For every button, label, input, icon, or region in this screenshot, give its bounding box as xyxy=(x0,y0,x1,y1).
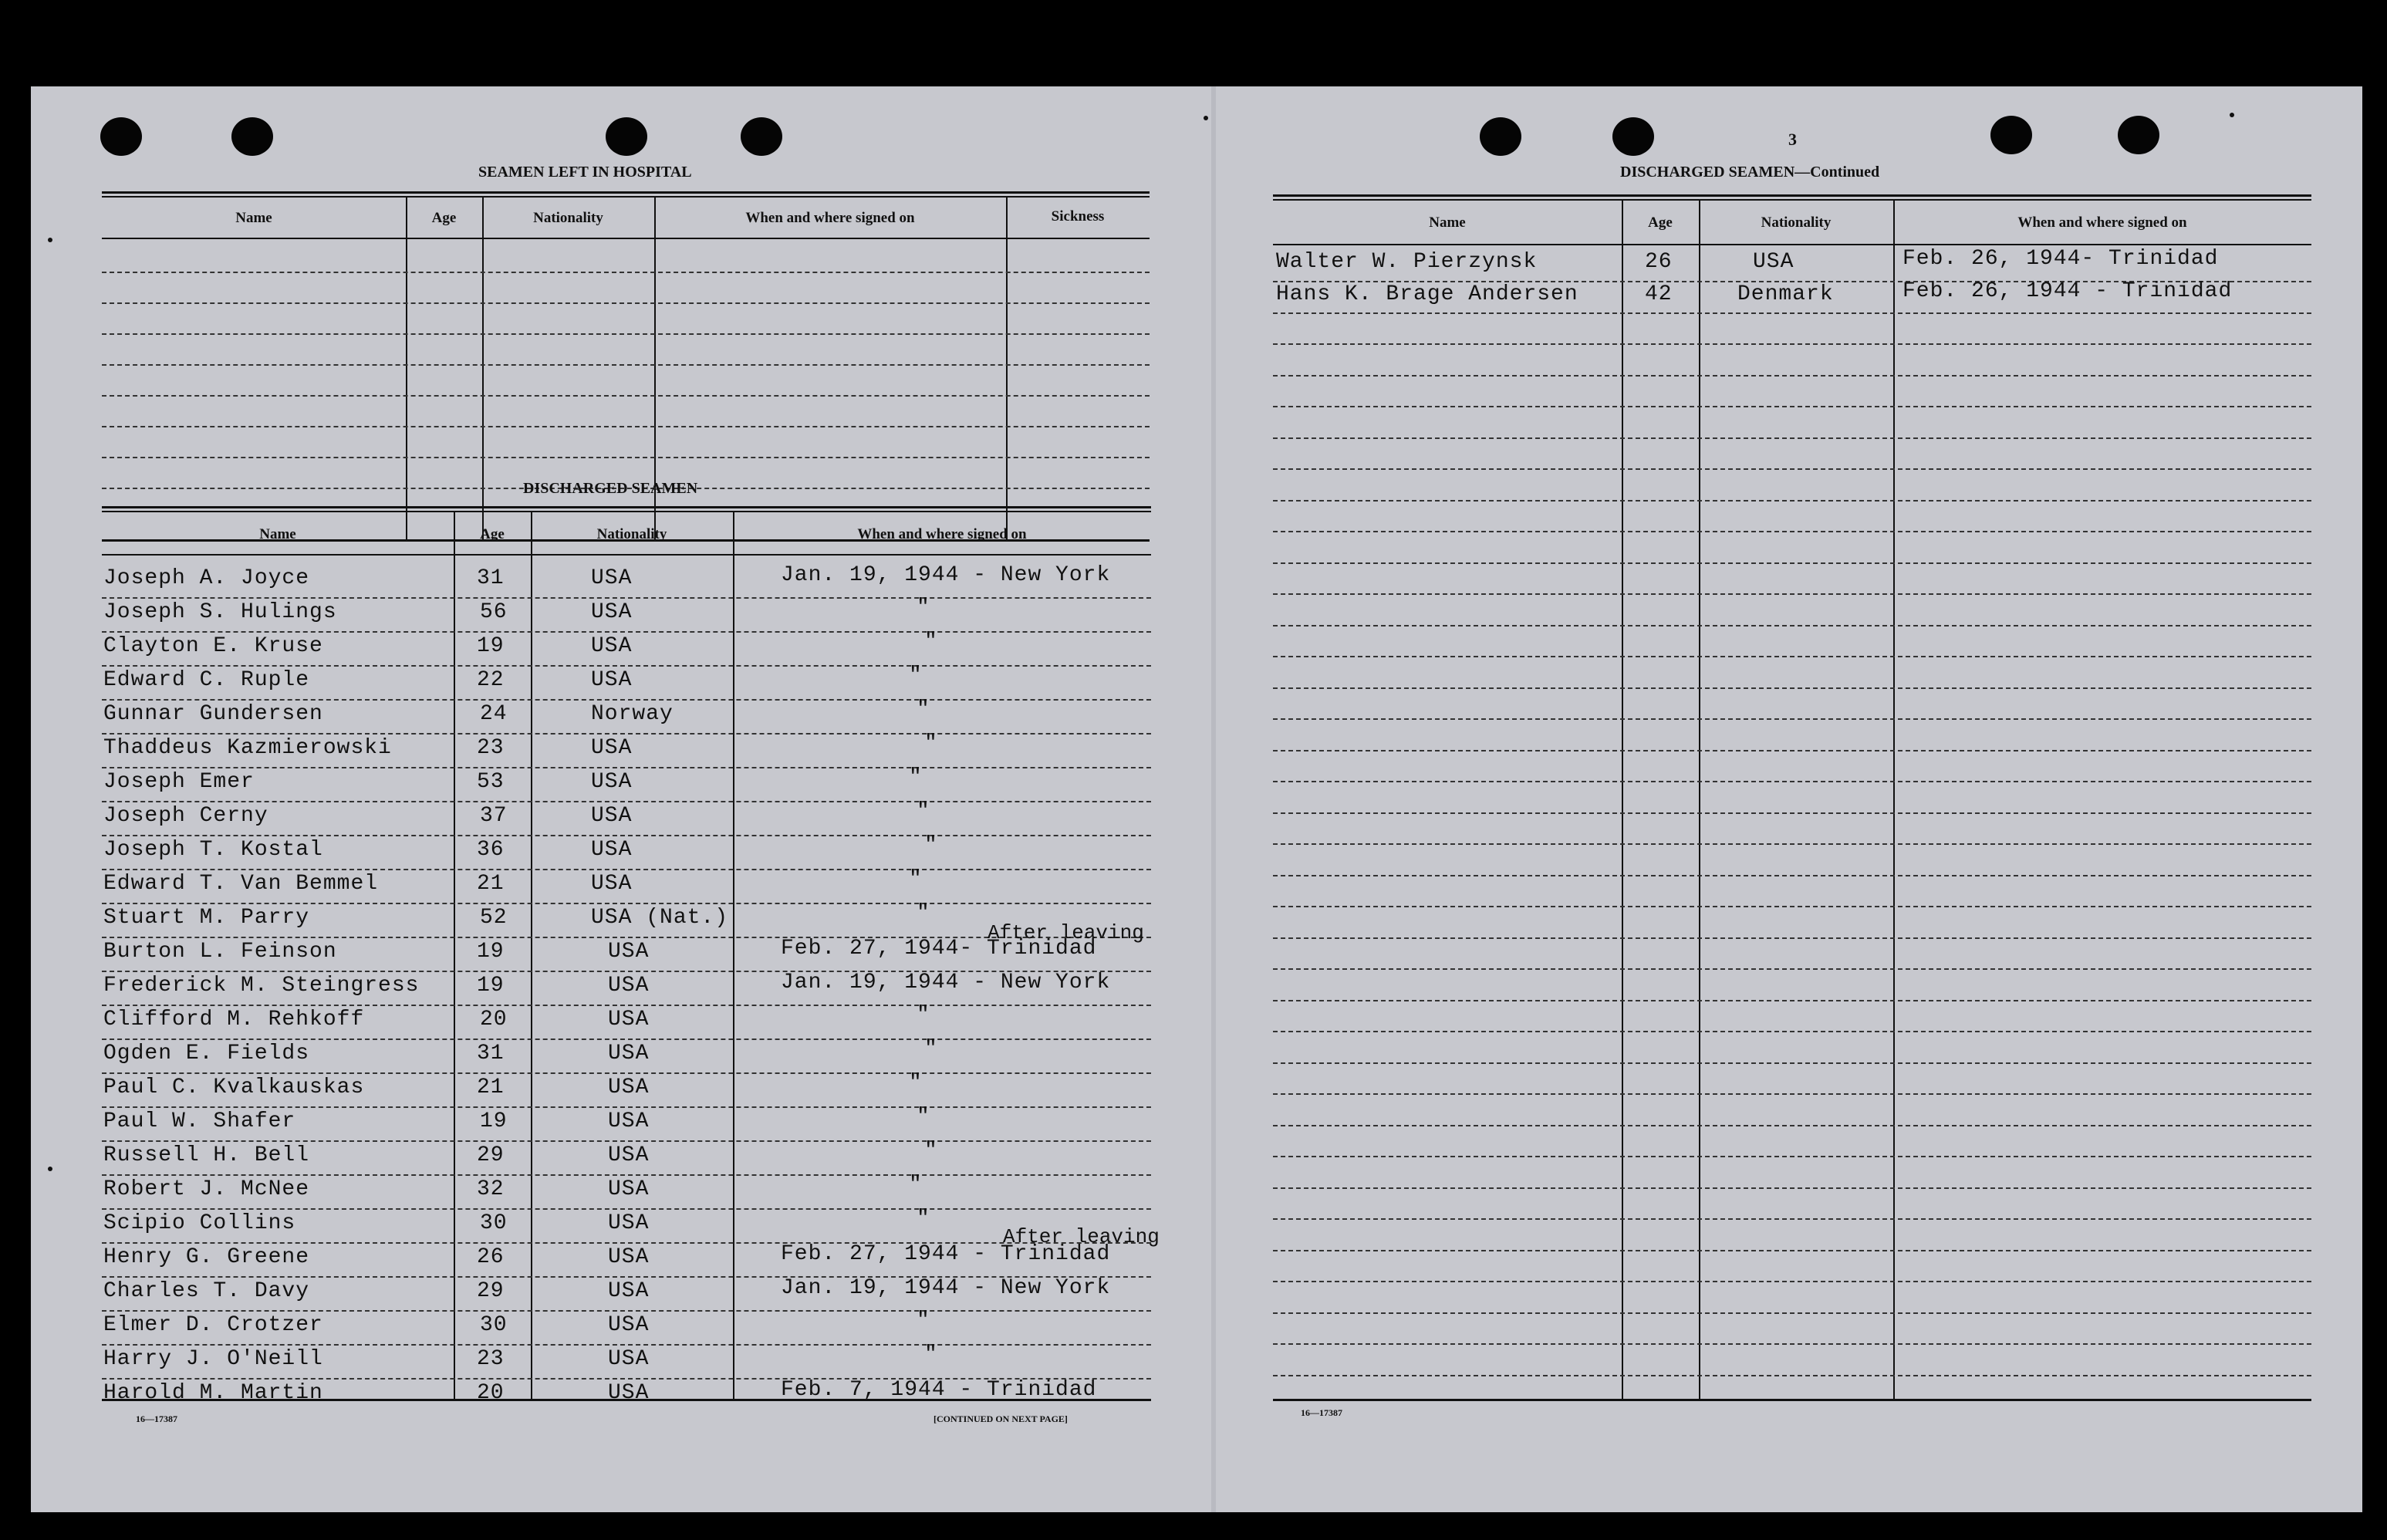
seaman-name: Hans K. Brage Andersen xyxy=(1276,282,1578,306)
seaman-nationality: USA xyxy=(608,1245,650,1269)
seaman-name: Henry G. Greene xyxy=(103,1245,310,1269)
seaman-name: Frederick M. Steingress xyxy=(103,974,420,998)
ink-speck xyxy=(1204,116,1208,120)
seaman-signed-on: " xyxy=(917,1105,930,1129)
seaman-age: 30 xyxy=(480,1313,508,1337)
row-line xyxy=(102,1344,1151,1346)
row-line xyxy=(102,1005,1151,1006)
seaman-signed-on: Feb. 27, 1944- Trinidad xyxy=(781,937,1097,961)
seaman-age: 30 xyxy=(480,1211,508,1235)
row-line xyxy=(1273,1187,2311,1189)
seaman-signed-on: " xyxy=(917,1003,930,1027)
seaman-age: 24 xyxy=(480,702,508,726)
punch-hole xyxy=(231,117,273,156)
form-number-right: 16—17387 xyxy=(1301,1407,1342,1418)
row-line xyxy=(102,903,1151,904)
seaman-age: 56 xyxy=(480,600,508,624)
discharged-continued-title: DISCHARGED SEAMEN—Continued xyxy=(1620,164,1880,181)
seaman-age: 32 xyxy=(477,1177,505,1201)
seaman-signed-on: Jan. 19, 1944 - New York xyxy=(781,971,1111,995)
punch-hole xyxy=(100,117,142,156)
row-line xyxy=(1273,1062,2311,1064)
seaman-age: 36 xyxy=(477,838,505,862)
seaman-nationality: USA xyxy=(608,1042,650,1066)
seaman-name: Gunnar Gundersen xyxy=(103,702,323,726)
seaman-age: 42 xyxy=(1645,282,1673,306)
hospital-header-name: Name xyxy=(235,210,272,226)
punch-hole xyxy=(1990,116,2032,154)
seaman-age: 23 xyxy=(477,1347,505,1371)
discharged-table xyxy=(102,506,1160,1405)
seaman-nationality: USA xyxy=(591,736,633,760)
row-line xyxy=(1273,1125,2311,1126)
seaman-signed-on: " xyxy=(917,697,930,721)
seaman-age: 21 xyxy=(477,872,505,896)
row-line xyxy=(102,1174,1151,1176)
seaman-nationality: USA xyxy=(608,974,650,998)
row-line xyxy=(1273,437,2311,439)
hospital-header-age: Age xyxy=(431,210,457,226)
seaman-nationality: USA xyxy=(591,804,633,828)
seaman-name: Edward C. Ruple xyxy=(103,668,310,692)
row-line xyxy=(1273,1375,2311,1376)
row-line xyxy=(1273,531,2311,532)
seaman-name: Scipio Collins xyxy=(103,1211,296,1235)
ink-speck xyxy=(2230,113,2234,117)
row-line xyxy=(1273,1031,2311,1032)
seaman-age: 19 xyxy=(477,940,505,964)
seaman-signed-on: Jan. 19, 1944 - New York xyxy=(781,563,1111,587)
seaman-signed-on: Jan. 19, 1944 - New York xyxy=(781,1276,1111,1300)
row-line xyxy=(102,1072,1151,1074)
continued-header-age: Age xyxy=(1648,214,1673,231)
hospital-section-title: SEAMEN LEFT IN HOSPITAL xyxy=(478,164,692,181)
continued-header-name: Name xyxy=(1429,214,1466,231)
seaman-age: 29 xyxy=(477,1143,505,1167)
punch-hole xyxy=(1612,117,1654,156)
row-line xyxy=(1273,406,2311,407)
seaman-name: Ogden E. Fields xyxy=(103,1042,310,1066)
row-line xyxy=(1273,343,2311,345)
seaman-name: Harold M. Martin xyxy=(103,1381,323,1405)
seaman-age: 19 xyxy=(480,1109,508,1133)
row-line xyxy=(1273,875,2311,876)
seaman-age: 19 xyxy=(477,974,505,998)
row-line xyxy=(102,835,1151,836)
seaman-nationality: USA xyxy=(608,1008,650,1032)
seaman-nationality: USA xyxy=(608,940,650,964)
seaman-nationality: USA xyxy=(608,1143,650,1167)
seaman-age: 52 xyxy=(480,906,508,930)
row-line xyxy=(1273,1218,2311,1220)
seaman-name: Clifford M. Rehkoff xyxy=(103,1008,365,1032)
row-line xyxy=(1273,937,2311,939)
seaman-nationality: USA xyxy=(608,1211,650,1235)
seaman-signed-on: " xyxy=(924,1037,938,1061)
seaman-name: Joseph Emer xyxy=(103,770,255,794)
seaman-nationality: USA xyxy=(608,1347,650,1371)
seaman-nationality: USA xyxy=(608,1279,650,1303)
seaman-name: Edward T. Van Bemmel xyxy=(103,872,379,896)
continued-header-signed-on: When and where signed on xyxy=(2017,214,2187,231)
punch-hole xyxy=(606,117,647,156)
seaman-nationality: USA xyxy=(591,566,633,590)
seaman-nationality: USA xyxy=(608,1109,650,1133)
seaman-age: 29 xyxy=(477,1279,505,1303)
row-line xyxy=(1273,656,2311,657)
seaman-name: Paul W. Shafer xyxy=(103,1109,296,1133)
punch-hole xyxy=(2118,116,2159,154)
row-line xyxy=(1273,1250,2311,1251)
seaman-signed-on: " xyxy=(924,630,938,653)
seaman-signed-on: " xyxy=(909,664,923,687)
ink-speck xyxy=(48,1167,52,1171)
seaman-signed-on: " xyxy=(909,1071,923,1095)
row-line xyxy=(1273,718,2311,720)
seaman-name: Clayton E. Kruse xyxy=(103,634,323,658)
seaman-signed-on: Feb. 7, 1944 - Trinidad xyxy=(781,1378,1097,1402)
form-number: 16—17387 xyxy=(136,1413,177,1424)
hospital-header-nationality: Nationality xyxy=(533,210,603,226)
seaman-signed-on: " xyxy=(917,799,930,823)
row-line xyxy=(1273,843,2311,845)
row-line xyxy=(1273,593,2311,595)
row-line xyxy=(102,665,1151,667)
seaman-nationality: USA xyxy=(591,600,633,624)
seaman-nationality: USA xyxy=(608,1313,650,1337)
page-fold xyxy=(1211,86,1216,1512)
row-line xyxy=(102,767,1151,768)
seaman-name: Charles T. Davy xyxy=(103,1279,310,1303)
seaman-name: Stuart M. Parry xyxy=(103,906,310,930)
seaman-name: Burton L. Feinson xyxy=(103,940,337,964)
row-line xyxy=(1273,750,2311,751)
continued-note: [CONTINUED ON NEXT PAGE] xyxy=(934,1413,1068,1424)
seaman-signed-on: " xyxy=(924,1139,938,1163)
row-line xyxy=(1273,1093,2311,1095)
row-line xyxy=(1273,906,2311,907)
seaman-signed-on: Feb. 26, 1944- Trinidad xyxy=(1903,247,2219,271)
seaman-signed-on: " xyxy=(917,1309,930,1332)
seaman-age: 26 xyxy=(1645,250,1673,274)
row-line xyxy=(102,597,1151,599)
seaman-nationality: USA xyxy=(591,668,633,692)
after-leaving-note: After leaving xyxy=(988,921,1144,944)
row-line xyxy=(102,631,1151,633)
seaman-nationality: USA xyxy=(591,838,633,862)
row-line xyxy=(102,1106,1151,1108)
seaman-name: Walter W. Pierzynsk xyxy=(1276,250,1538,274)
seaman-nationality: USA xyxy=(608,1177,650,1201)
discharged-continued-table xyxy=(1273,194,2311,1401)
seaman-age: 22 xyxy=(477,668,505,692)
seaman-signed-on: " xyxy=(909,1173,923,1197)
seaman-name: Joseph S. Hulings xyxy=(103,600,337,624)
row-line xyxy=(1273,1343,2311,1345)
seaman-age: 37 xyxy=(480,804,508,828)
row-line xyxy=(1273,1000,2311,1001)
row-line xyxy=(1273,625,2311,626)
seaman-nationality: USA xyxy=(608,1076,650,1099)
seaman-age: 31 xyxy=(477,1042,505,1066)
row-line xyxy=(102,1038,1151,1040)
seaman-name: Joseph A. Joyce xyxy=(103,566,310,590)
row-line xyxy=(1273,562,2311,564)
row-line xyxy=(102,801,1151,802)
seaman-signed-on: " xyxy=(917,1207,930,1231)
row-line xyxy=(1273,375,2311,377)
seaman-age: 26 xyxy=(477,1245,505,1269)
row-line xyxy=(102,1208,1151,1210)
seaman-nationality: USA xyxy=(608,1381,650,1405)
discharged-header-name: Name xyxy=(259,526,296,542)
seaman-signed-on: " xyxy=(917,901,930,925)
seaman-signed-on: Feb. 27, 1944 - Trinidad xyxy=(781,1242,1111,1266)
punch-hole xyxy=(741,117,782,156)
seaman-nationality: Norway xyxy=(591,702,674,726)
seaman-signed-on: Feb. 26, 1944 - Trinidad xyxy=(1903,279,2233,303)
row-line xyxy=(1273,312,2311,314)
seaman-signed-on: " xyxy=(909,867,923,891)
seaman-name: Robert J. McNee xyxy=(103,1177,310,1201)
discharged-header-age: Age xyxy=(480,526,505,542)
seaman-signed-on: " xyxy=(909,765,923,789)
seaman-name: Thaddeus Kazmierowski xyxy=(103,736,392,760)
row-line xyxy=(1273,968,2311,970)
punch-hole xyxy=(1480,117,1521,156)
row-line xyxy=(1273,468,2311,470)
continued-header-nationality: Nationality xyxy=(1761,214,1832,231)
row-line xyxy=(102,1310,1151,1312)
row-line xyxy=(102,869,1151,870)
seaman-nationality: USA xyxy=(591,872,633,896)
seaman-nationality: USA (Nat.) xyxy=(591,906,729,930)
row-line xyxy=(1273,781,2311,782)
seaman-nationality: USA xyxy=(1753,250,1794,274)
row-line xyxy=(102,699,1151,701)
page-number: 3 xyxy=(1788,130,1797,149)
row-line xyxy=(1273,1312,2311,1314)
seaman-age: 20 xyxy=(480,1008,508,1032)
ink-speck xyxy=(48,238,52,242)
seaman-name: Paul C. Kvalkauskas xyxy=(103,1076,365,1099)
seaman-age: 20 xyxy=(477,1381,505,1405)
seaman-signed-on: " xyxy=(924,1342,938,1366)
row-line xyxy=(1273,1281,2311,1282)
seaman-name: Russell H. Bell xyxy=(103,1143,310,1167)
seaman-age: 23 xyxy=(477,736,505,760)
seaman-age: 53 xyxy=(477,770,505,794)
after-leaving-note: After leaving xyxy=(1003,1225,1160,1248)
hospital-header-sickness: Sickness xyxy=(1051,208,1105,225)
seaman-age: 21 xyxy=(477,1076,505,1099)
seaman-age: 19 xyxy=(477,634,505,658)
seaman-name: Elmer D. Crotzer xyxy=(103,1313,323,1337)
row-line xyxy=(1273,500,2311,502)
seaman-name: Harry J. O'Neill xyxy=(103,1347,323,1371)
seaman-name: Joseph Cerny xyxy=(103,804,268,828)
row-line xyxy=(102,733,1151,735)
seaman-signed-on: " xyxy=(924,731,938,755)
seaman-name: Joseph T. Kostal xyxy=(103,838,323,862)
seaman-nationality: USA xyxy=(591,770,633,794)
seaman-age: 31 xyxy=(477,566,505,590)
hospital-header-signed-on: When and where signed on xyxy=(745,210,915,226)
seaman-signed-on: " xyxy=(917,596,930,620)
row-line xyxy=(102,1140,1151,1142)
seaman-nationality: USA xyxy=(591,634,633,658)
discharged-header-signed-on: When and where signed on xyxy=(857,526,1027,542)
document-page xyxy=(31,86,2362,1512)
row-line xyxy=(1273,1156,2311,1157)
seaman-signed-on: " xyxy=(924,833,938,857)
discharged-header-nationality: Nationality xyxy=(596,526,667,542)
discharged-section-title: DISCHARGED SEAMEN xyxy=(523,480,698,497)
row-line xyxy=(1273,687,2311,689)
row-line xyxy=(1273,812,2311,814)
seaman-nationality: Denmark xyxy=(1737,282,1834,306)
